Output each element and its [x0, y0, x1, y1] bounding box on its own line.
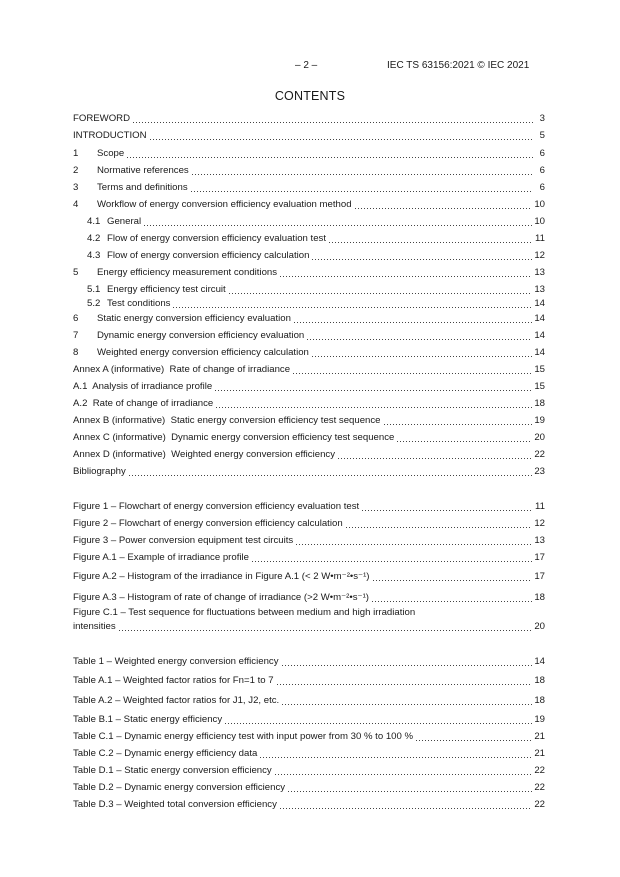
toc-entry-text: Terms and definitions [97, 182, 188, 193]
toc-entry-page: 17 [534, 552, 545, 563]
list-of-tables-entry[interactable] [73, 655, 545, 668]
toc-entry-text: Bibliography [73, 466, 126, 477]
toc-entry-page: 15 [534, 381, 545, 392]
toc-entry-text: Table B.1 – Static energy efficiency [73, 714, 223, 725]
toc-entry-6[interactable] [73, 312, 545, 325]
toc-entry-text: Weighted energy conversion efficiency calculation [97, 347, 309, 358]
toc-entry-page: 17 [534, 571, 545, 582]
toc-entry-number: 4 [73, 199, 79, 210]
list-of-figures-entry[interactable] [73, 591, 545, 604]
toc-entry-text: Table A.1 – Weighted factor ratios for Fn=1 to 7 [73, 675, 274, 686]
toc-entry-page: 13 [534, 267, 545, 278]
toc-entry-4-1[interactable] [73, 215, 545, 228]
toc-entry-annex-d[interactable] [73, 448, 545, 461]
toc-entry-text: Static energy conversion efficiency evaluation [97, 313, 291, 324]
list-of-tables-entry[interactable] [73, 694, 545, 707]
toc-entry-number: 5.1 [87, 284, 101, 295]
toc-entry-2[interactable] [73, 164, 545, 177]
toc-entry-5[interactable] [73, 266, 545, 279]
toc-entry-number: 3 [73, 182, 79, 193]
toc-entry-text: A.1 Analysis of irradiance profile [73, 381, 213, 392]
toc-entry-4-3[interactable] [73, 249, 545, 262]
toc-entry-text: Table D.3 – Weighted total conversion efficiency [73, 799, 277, 810]
toc-entry-number: 5.2 [87, 298, 101, 309]
toc-entry-bibliography[interactable] [73, 465, 545, 478]
toc-entry-a-2[interactable] [73, 397, 545, 410]
toc-entry-text: Annex D (informative) Weighted energy conversion efficiency [73, 449, 336, 460]
toc-entry-1[interactable] [73, 147, 545, 160]
toc-entry-annex-a[interactable] [73, 363, 545, 376]
toc-entry-text: Energy efficiency test circuit [107, 284, 226, 295]
toc-entry-page: 11 [535, 501, 545, 512]
toc-entry-number: 4.3 [87, 250, 101, 261]
toc-entry-page: 12 [534, 518, 545, 529]
toc-entry-page: 23 [534, 466, 545, 477]
toc-entry-page: 18 [534, 695, 545, 706]
toc-entry-page: 19 [534, 714, 545, 725]
toc-entry-page: 10 [534, 216, 545, 227]
toc-entry-number: 8 [73, 347, 79, 358]
toc-entry-text: Table 1 – Weighted energy conversion efficiency [73, 656, 279, 667]
list-of-figures-entry[interactable] [73, 607, 545, 633]
toc-entry-page: 14 [534, 298, 545, 309]
list-of-figures-entry[interactable] [73, 517, 545, 530]
toc-entry-4-2[interactable] [73, 232, 545, 245]
toc-entry-7[interactable] [73, 329, 545, 342]
toc-entry-text: Figure 3 – Power conversion equipment test circuits [73, 535, 294, 546]
toc-entry-page: 3 [539, 113, 545, 124]
toc-entry-text: Workflow of energy conversion efficiency evaluation method [97, 199, 352, 210]
toc-entry-text: Figure A.2 – Histogram of the irradiance in Figure A.1 (< 2 W•m⁻²•s⁻¹) [73, 571, 370, 582]
toc-entry-page: 21 [534, 731, 545, 742]
toc-entry-text: Energy efficiency measurement conditions [97, 267, 278, 278]
toc-entry-page: 14 [534, 347, 545, 358]
toc-entry-annex-b[interactable] [73, 414, 545, 427]
toc-entry-text: Table A.2 – Weighted factor ratios for J1, J2, etc. [73, 695, 280, 706]
toc-entry-page: 20 [534, 432, 545, 443]
toc-entry-text: Figure C.1 – Test sequence for fluctuations between medium and high irradiation [73, 607, 416, 618]
toc-entry-page: 22 [534, 782, 545, 793]
toc-entry-text: Normative references [97, 165, 189, 176]
toc-entry-foreword[interactable] [73, 112, 545, 125]
list-of-figures-entry[interactable] [73, 551, 545, 564]
standard-reference: IEC TS 63156:2021 © IEC 2021 [387, 60, 530, 71]
toc-entry-page: 6 [539, 165, 545, 176]
toc-entry-number: 2 [73, 165, 79, 176]
toc-entry-text: Figure 2 – Flowchart of energy conversion efficiency calculation [73, 518, 343, 529]
toc-entry-annex-c[interactable] [73, 431, 545, 444]
list-of-tables-entry[interactable] [73, 713, 545, 726]
toc-entry-text: Figure A.3 – Histogram of rate of change of irradiance (>2 W•m⁻²•s⁻¹) [73, 592, 369, 603]
list-of-tables-entry[interactable] [73, 798, 545, 811]
toc-entry-text: Flow of energy conversion efficiency evaluation test [107, 233, 326, 244]
toc-entry-text: Scope [97, 148, 125, 159]
toc-entry-page: 10 [534, 199, 545, 210]
page-number: – 2 – [295, 60, 318, 71]
toc-entry-page: 22 [534, 765, 545, 776]
toc-entry-page: 14 [534, 656, 545, 667]
toc-entry-page: 22 [534, 799, 545, 810]
toc-entry-text: Figure 1 – Flowchart of energy conversion efficiency evaluation test [73, 501, 360, 512]
toc-entry-5-2[interactable] [73, 297, 545, 310]
toc-entry-page: 12 [534, 250, 545, 261]
toc-entry-text: Annex C (informative) Dynamic energy conversion efficiency test sequence [73, 432, 395, 443]
list-of-tables-entry[interactable] [73, 764, 545, 777]
toc-entry-text: FOREWORD [73, 113, 131, 124]
toc-entry-page: 6 [539, 148, 545, 159]
toc-entry-number: 7 [73, 330, 79, 341]
toc-entry-text: A.2 Rate of change of irradiance [73, 398, 214, 409]
toc-entry-text: Flow of energy conversion efficiency calculation [107, 250, 310, 261]
toc-entry-page: 21 [534, 748, 545, 759]
toc-entry-page: 13 [534, 535, 545, 546]
toc-entry-page: 11 [535, 233, 545, 244]
toc-entry-page: 13 [534, 284, 545, 295]
list-of-tables-entry[interactable] [73, 674, 545, 687]
toc-entry-text: Table D.1 – Static energy conversion efficiency [73, 765, 272, 776]
toc-entry-number: 4.2 [87, 233, 101, 244]
toc-entry-text: INTRODUCTION [73, 130, 147, 141]
toc-entry-number: 6 [73, 313, 79, 324]
toc-entry-text: Table C.1 – Dynamic energy efficiency test with input power from 30 % to 100 % [73, 731, 414, 742]
list-of-figures-entry[interactable] [73, 570, 545, 583]
toc-entry-text: General [107, 216, 142, 227]
page-title: CONTENTS [274, 89, 346, 103]
toc-entry-text: Test conditions [107, 298, 171, 309]
toc-entry-page: 18 [534, 675, 545, 686]
toc-entry-page: 5 [539, 130, 545, 141]
toc-entry-page: 18 [534, 592, 545, 603]
list-of-tables-entry[interactable] [73, 781, 545, 794]
toc-entry-page: 6 [539, 182, 545, 193]
toc-entry-number: 1 [73, 148, 79, 159]
toc-entry-number: 5 [73, 267, 79, 278]
toc-entry-text: Annex A (informative) Rate of change of irradiance [73, 364, 291, 375]
toc-entry-text: Table D.2 – Dynamic energy conversion efficiency [73, 782, 286, 793]
toc-entry-introduction[interactable] [73, 129, 545, 142]
toc-entry-5-1[interactable] [73, 283, 545, 296]
list-of-figures-entry[interactable] [73, 500, 545, 513]
toc-entry-text: Annex B (informative) Static energy conversion efficiency test sequence [73, 415, 381, 426]
toc-entry-8[interactable] [73, 346, 545, 359]
toc-entry-page: 18 [534, 398, 545, 409]
toc-entry-page: 14 [534, 313, 545, 324]
list-of-tables-entry[interactable] [73, 730, 545, 743]
toc-entry-page: 20 [534, 621, 545, 632]
toc-entry-text: Dynamic energy conversion efficiency evaluation [97, 330, 305, 341]
toc-entry-text: Table C.2 – Dynamic energy efficiency data [73, 748, 258, 759]
toc-entry-page: 19 [534, 415, 545, 426]
toc-entry-page: 15 [534, 364, 545, 375]
toc-entry-3[interactable] [73, 181, 545, 194]
toc-entry-text-continued: intensities [73, 621, 116, 632]
toc-entry-text: Figure A.1 – Example of irradiance profile [73, 552, 249, 563]
list-of-figures-entry[interactable] [73, 534, 545, 547]
toc-entry-page: 14 [534, 330, 545, 341]
toc-entry-4[interactable] [73, 198, 545, 211]
toc-entry-page: 22 [534, 449, 545, 460]
toc-entry-a-1[interactable] [73, 380, 545, 393]
list-of-tables-entry[interactable] [73, 747, 545, 760]
toc-entry-number: 4.1 [87, 216, 101, 227]
